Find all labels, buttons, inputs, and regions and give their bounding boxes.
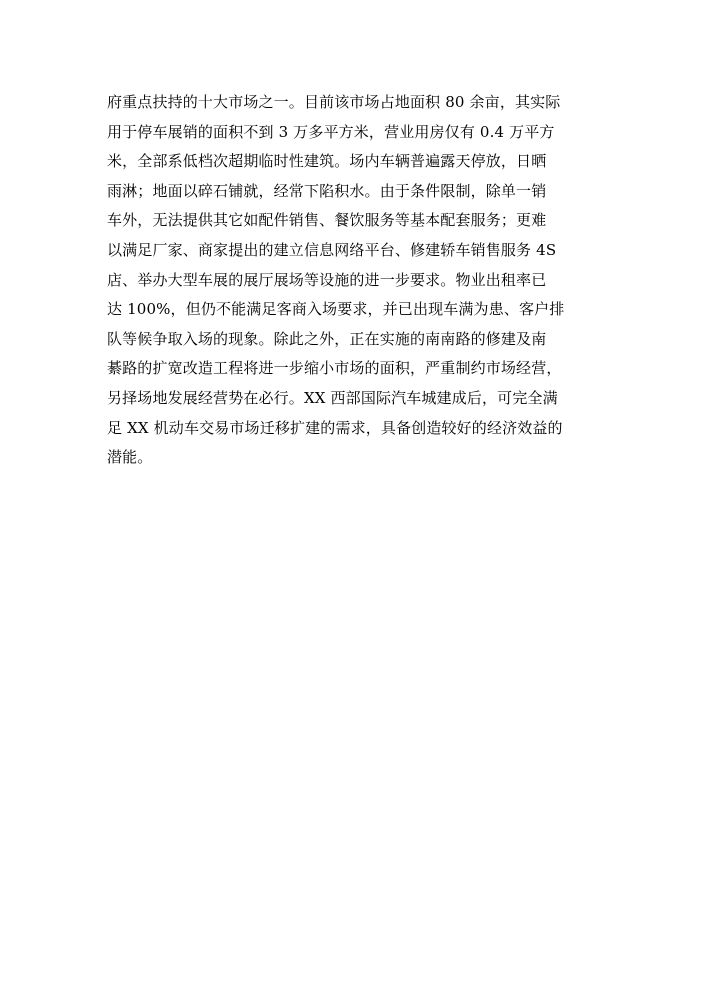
text-line: 店、举办大型车展的展厅展场等设施的进一步要求。物业出租率已 xyxy=(107,270,547,289)
text-line: 足 XX 机动车交易市场迁移扩建的需求，具备创造较好的经济效益的 xyxy=(107,418,563,437)
text-line: 以满足厂家、商家提出的建立信息网络平台、修建轿车销售服务 4S xyxy=(107,240,557,259)
text-line: 綦路的扩宽改造工程将进一步缩小市场的面积，严重制约市场经营， xyxy=(107,359,562,378)
text-line: 达 100%，但仍不能满足客商入场要求，并已出现车满为患、客户排 xyxy=(107,300,565,319)
text-line: 潜能。 xyxy=(107,448,153,467)
text-line: 队等候争取入场的现象。除此之外，正在实施的南南路的修建及南 xyxy=(107,329,547,348)
text-line: 另择场地发展经营势在必行。XX 西部国际汽车城建成后，可完全满 xyxy=(107,388,558,407)
text-line: 雨淋；地面以碎石铺就，经常下陷积水。由于条件限制，除单一销 xyxy=(107,181,547,200)
text-line: 车外，无法提供其它如配件销售、餐饮服务等基本配套服务；更难 xyxy=(107,211,547,230)
text-line: 米，全部系低档次超期临时性建筑。场内车辆普遍露天停放，日晒 xyxy=(107,152,547,171)
text-line: 用于停车展销的面积不到 3 万多平方米，营业用房仅有 0.4 万平方 xyxy=(107,122,555,141)
body-paragraph xyxy=(107,88,607,473)
text-line: 府重点扶持的十大市场之一。目前该市场占地面积 80 余亩，其实际 xyxy=(107,93,561,111)
